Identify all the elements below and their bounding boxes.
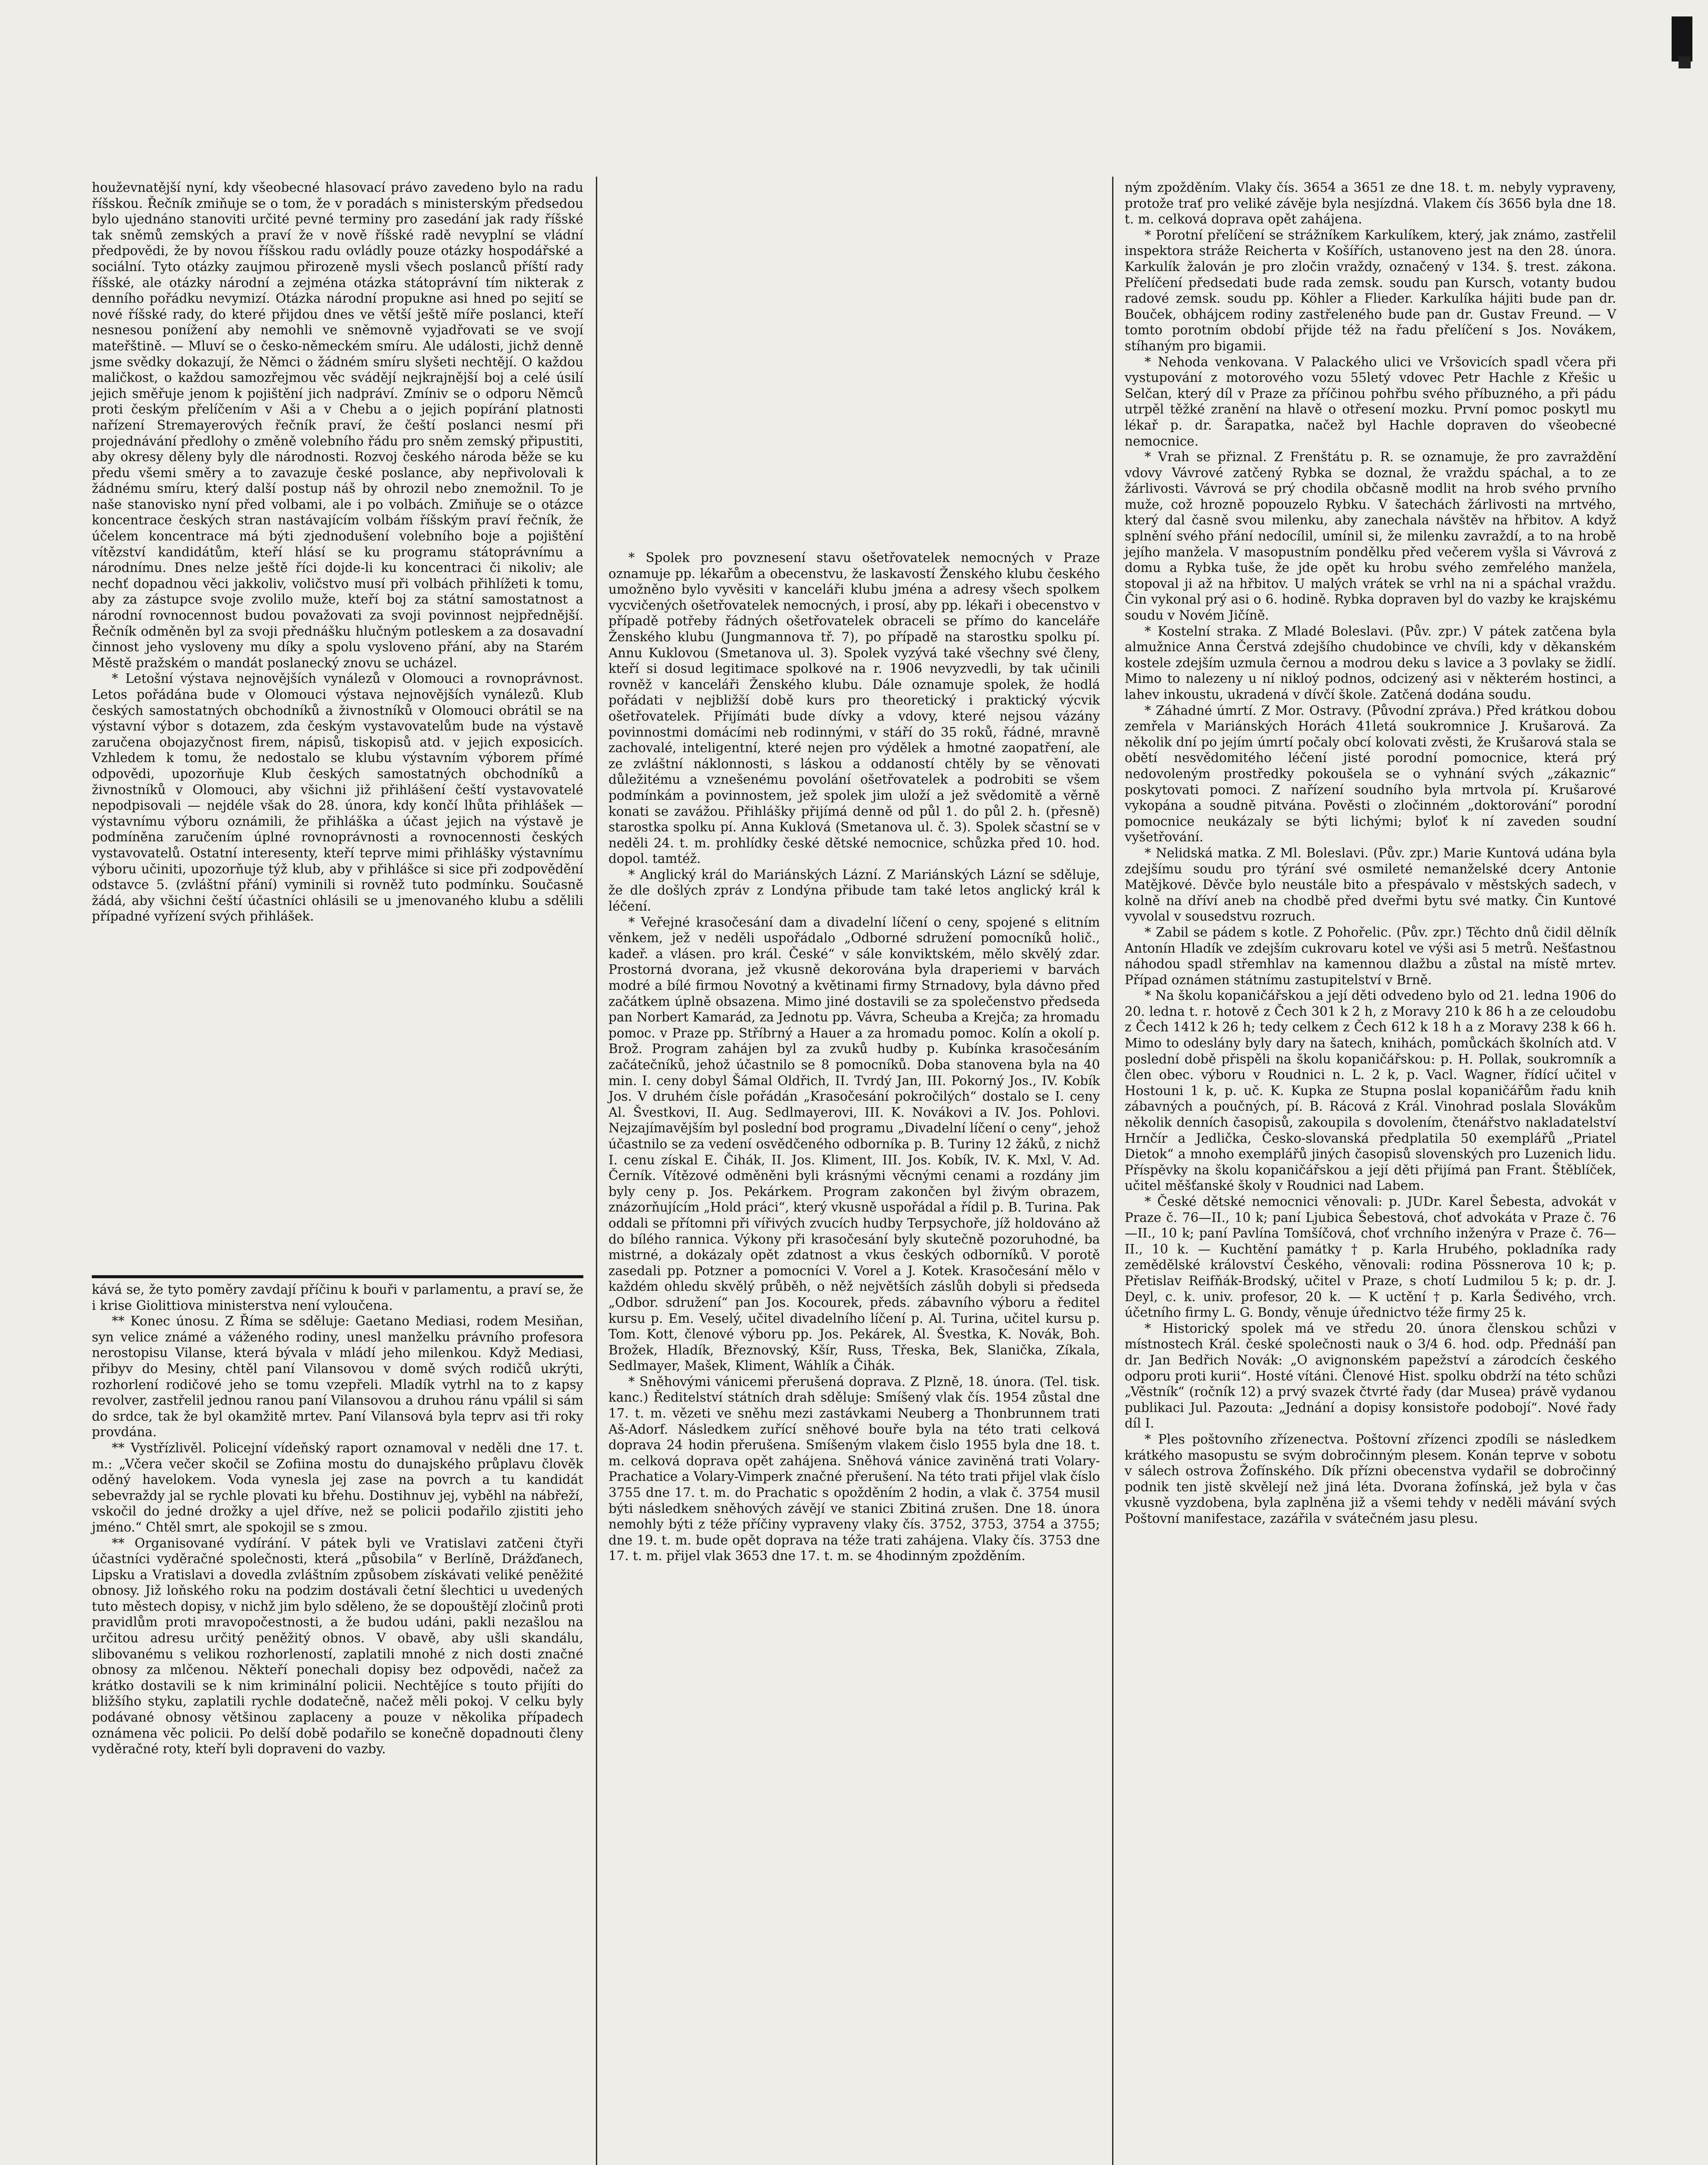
article-continuation-3: ným zpožděním. Vlaky čís. 3654 a 3651 ze dne 18. t. m. nebyly vypraveny, protože trať pro veliké závěje byla nesjízdná. Vlakem čís 3656 byla dne 18. t. m. celková doprava opět zahájena. [1125, 180, 1616, 227]
article-vrah: * Vrah se přiznal. Z Frenštátu p. R. se oznamuje, že pro zavraždění vdovy Vávrové zatčený Rybka se doznal, že vraždu spáchal, a to ze žárlivosti. Vávrová se prý chodila občasně modlit na hrob svého prvního muže, což hrozně popouzelo Rybku. V šatechách žárlivosti na mrtvého, který dal časně svou milenku, aby zanechala návštěv na hřbitov. A když splnění svého přání nedocílil, umínil si, že milenku zavraždí, a to na hrobě jejího manžela. V masopustním pondělku před večerem vyšla si Vávrová z domu a Rybka tuše, že jde opět ku hrobu svého zemřelého manžela, stopoval ji až na hřbitov. U malých vrátek se vrhl na ni a spáchal vraždu. Čin vykonal prý asi o 6. hodině. Rybka dopraven byl do vazby ke krajskému soudu v Novém Jičíně. [1125, 449, 1616, 623]
article-continuation-2: kává se, že tyto poměry zavdají příčinu k bouři v parlamentu, a praví se, že i krise Giolittiova ministerstva není vyloučena. [92, 1282, 583, 1313]
article-kostelni-straka: * Kostelní straka. Z Mladé Boleslavi. (Pův. zpr.) V pátek zatčena byla almužnice Anna Čerstvá zdejšího chudobince ve chvíli, kdy v děkanském kostele zdejším uzmula černou a modrou deku s lavice a 3 povlaky se židlí. Mimo to nalezeny u ní nikloý podnos, odcizený asi v některém hostinci, a lahev inkoustu, ukradená v dívčí škole. Zatčená dodána soudu. [1125, 624, 1616, 702]
article-na-skolu: * Na školu kopaničářskou a její děti odvedeno bylo od 21. ledna 1906 do 20. ledna t. r. hotově z Čech 301 k 2 h, z Moravy 210 k 86 h a ze celoudobu z Čech 1412 k 26 h; tedy celkem z Čech 612 k 18 h a z Moravy 238 k 66 h. Mimo to odeslány byly dary na šatech, knihách, pomůckách školních atd. V poslední době přispěli na školu kopaničářskou: p. H. Pollak, soukromník a člen obec. výboru v Roudnici n. L. 2 k, p. Vacl. Wagner, řídící učitel v Hostouni 1 k, p. uč. K. Kupka ze Stupna poslal kopaničářům řadu knih zábavných a poučných, pí. B. Rácová z Král. Vinohrad poslala Slovákům několik denních časopisů, zakoupila s dovolením, čtenářstvo nakladatelství Hrnčír a Jedlička, Česko-slovanská předplatila 50 exemplářů „Priatel Dietok“ a mnoho exemplářů jiných časopisů slovenských pro Luzenich lidu. Příspěvky na školu kopaničářskou a její děti přijímá pan Frant. Štěblíček, učitel měšťanské školy v Roudnici nad Labem. [1125, 988, 1616, 1193]
article-vystrizlivel: ** Vystřízlivěl. Policejní vídeňský raport oznamoval v neděli dne 17. t. m.: „Včera večer skočil se Zofiina mostu do dunajského průplavu člověk oděný havelokem. Voda vynesla jej zase na povrch a tu kandidát sebevraždy jal se rychle plovati ku břehu. Dostihnuv jej, vyběhl na nábřeží, vskočil do jedné drožky a ujel dříve, než se policii podařilo zjistiti jeho jméno.“ Chtěl smrt, ale spokojil se s zmou. [92, 1440, 583, 1535]
article-vystava: * Letošní výstava nejnovějších vynálezů v Olomouci a rovnoprávnost. Letos pořádána bude v Olomouci výstava nejnovějších vynálezů. Klub českých samostatných obchodníků a živnostníků v Olomouci obrátil se na výstavní výbor s dotazem, zda českým vystavovatelům bude na výstavě zaručena obojazyčnost firem, nápisů, tiskopisů atd. v jejich exposicích. Vzhledem k tomu, že nedostalo se klubu výstavním výborem přímé odpovědi, upozorňuje Klub českých samostatných obchodníků a živnostníků v Olomouci, aby všichni již přihlášení čeští vystavovatelé nepodpisovali — nejdéle však do 28. února, kdy končí lhůta přihlášek — výstavnímu výboru oznámili, že přihláška a účast jejich na výstavě je podmíněna zaručením úplné rovnoprávnosti a rovnocennosti českých vystavovatelů. Ostatní interesenty, kteří teprve mimi přihlášky výstavnímu výboru učiniti, upozorňuje týž klub, aby v přihlášce si sice při zodpovědění odstavce 5. (zvláštní přání) vyminili si rovněž tuto podmínku. Současně žádá, aby všichni čeští účastníci ohlásili se u jmenovaného klubu a sdělili případné vyřízení svých přihlášek. [92, 671, 583, 924]
article-ceske-detske: * České dětské nemocnici věnovali: p. JUDr. Karel Šebesta, advokát v Praze č. 76—II., 10 k; paní Ljubica Šebestová, choť advokáta v Praze č. 76—II., 10 k; paní Pavlína Tomšíčová, choť vrchního inženýra v Praze č. 76—II., 10 k. — Kuchtění památky † p. Karla Hrubého, pokladníka rady zemědělské království Českého, věnovali: rodina Pössnerova 10 k; p. Přetislav Reifňák-Brodský, učitel v Praze, s chotí Ludmilou 5 k; p. dr. J. Deyl, c. k. univ. profesor, 20 k. — K uctění † p. Karla Šedivého, vrch. účetního firmy L. G. Bondy, věnuje úřednictvo téže firmy 25 k. [1125, 1194, 1616, 1320]
article-historicky-spolek: * Historický spolek má ve středu 20. února členskou schůzi v místnostech Král. české společnosti nauk o 3/4 6. hod. odp. Přednáší pan dr. Jan Bedřich Novák: „O avignonském papežství a zárodcích českého odporu proti kurii“. Hosté vítáni. Členové Hist. spolku obdrží na této schůzi „Věstník“ (ročník 12) a prvý svazek čtvrté řady (dar Musea) právě vydanou publikaci Jul. Pazouta: „Jednání a dopisy konsistoře podobojí“. Nové řady díl I. [1125, 1321, 1616, 1431]
article-ples: * Ples poštovního zřízenectva. Poštovní zřízenci zpodíli se následkem krátkého masopustu se svým dobročinným plesem. Konán teprve v sobotu v sálech ostrova Žofínského. Dík přízni obecenstva vydařil se dobročinný podnik ten jistě skvělejí než jiná léta. Dvorana žofínská, jež byla v čas vkusně vyzdobena, byla zaplněna již a všemi tehdy v neděli mávání svých Poštovní manifestace, zazářila v svátečném jasu plesu. [1125, 1431, 1616, 1526]
article-nelidska-matka: * Nelidská matka. Z Ml. Boleslavi. (Pův. zpr.) Marie Kuntová udána byla zdejšímu soudu pro týrání své osmileté nemanželské dcery Antonie Matějkové. Děvče bylo neustále bito a přespávalo v městských sadech, v kolně na dříví aneb na chodbě před dveřmi bytu své matky. Čin Kuntové vyvolal v sousedstvu rozruch. [1125, 845, 1616, 924]
article-porotni: * Porotní přelíčení se strážníkem Karkulíkem, který, jak známo, zastřelil inspektora stráže Reicherta v Košířích, ustanoveno jest na den 28. února. Karkulík žalován je pro zločin vraždy, označený v 134. §. trest. zákona. Přelíčení předsedati bude rada zemsk. soudu pan Kursch, votanty budou radové zemsk. soudu pp. Köhler a Flieder. Karkulíka hájiti bude pan dr. Bouček, obhájcem rodiny zastřeleného bude pan dr. Gustav Freund. — V tomto porotním období přijde též na řadu přelíčení s Jos. Novákem, stíhaným pro bigamii. [1125, 227, 1616, 353]
column-rule-1 [596, 177, 597, 2165]
article-anglicky-kral: * Anglický král do Mariánských Lázní. Z Mariánských Lázní se sděluje, že dle došlých zpráv z Londýna přibude tam také letos anglický král k léčení. [608, 867, 1100, 914]
article-nehoda: * Nehoda venkovana. V Palackého ulici ve Vršovicích spadl včera při vystupování z motorového vozu 55letý vdovec Petr Hachle z Křešic u Selčan, který díl v Praze za příčinou pohřbu svého příbuzného, a při pádu utrpěl těžké zranění na hlavě o otřesení mozku. První pomoc poskytl mu lékař p. dr. Šarapatka, načež byl Hachle dopraven do všeobecné nemocnice. [1125, 354, 1616, 449]
section-divider [92, 1275, 583, 1278]
article-konec-unosu: ** Konec únosu. Z Říma se sděluje: Gaetano Mediasi, rodem Mesiňan, syn velice známé a váženého rodiny, unesl manželku právního profesora nerostopisu Vilanse, která bývala v mládí jeho milenkou. Když Mediasi, přibyv do Mesiny, chtěl paní Vilansovou v domě svých rodičů ukrýti, rozhorlení rodičové jeho se tomu vzepřeli. Mladík vytrhl na to z kapsy revolver, zastřelil jednou ranou paní Vilansovou a druhou ránu vpálil si sám do srdce, tak že byl okamžitě mrtev. Paní Vilansová byla teprv asi tři roky provdána. [92, 1314, 583, 1440]
article-spolek: * Spolek pro povznesení stavu ošetřovatelek nemocných v Praze oznamuje pp. lékařům a obecenstvu, že laskavostí Ženského klubu českého umožněno bylo vyvěsiti v kanceláři klubu jména a adresy všech spolkem vycvičených ošetřovatelek nemocných, i prosí, aby pp. lékaři i obecenstvo v případě potřeby řádných ošetřovatelek obraceli se přímo do kanceláře Ženského klubu (Jungmannova tř. 7), po případě na starostku spolku pí. Annu Kuklovou (Smetanova ul. 3). Spolek vyzývá také všechny své členy, kteří si dosud legitimace spolkové na r. 1906 nevyzvedli, by tak učinili rovněž v kanceláři Ženského klubu. Dále oznamuje spolek, že hodlá pořádati v nejbližší době kurs pro theoretický i praktický výcvik ošetřovatelek. Přijímáti bude dívky a vdovy, které nejsou vázány povinnostmi domácími neb rodinnými, v stáří do 35 roků, řádné, mravně zachovalé, inteligentní, které nejen pro výdělek a hmotné zaopatření, ale ze zvláštní náklonnosti, s láskou a oddaností chtěly by se věnovati důležitému a vznešenému povolání ošetřovatelek a podrobiti se všem podmínkám a povinnostem, jež spolek jim uloží a jež svědomitě a věrně konati se zavážou. Přihlášky přijímá denně od půl 1. do půl 2. h. (přesně) starostka spolku pí. Anna Kuklová (Smetanova ul. č. 3). Spolek sčastní se v neděli 24. t. m. prohlídky české dětské nemocnice, schůzka před 10. hod. dopol. tamtéž. [608, 550, 1100, 866]
column-3 [1125, 180, 1616, 1526]
article-continuation: houževnatější nyní, kdy všeobecné hlasovací právo zavedeno bylo na radu říšskou. Řečník zmiňuje se o tom, že v poradách s ministerským předsedou bylo ujednáno stanoviti určité pevné terminy pro zasedání jak rady říšské tak sněmů zemských a praví že v nově říšské radě nevyplní se vládní předpovědi, že by novou říšskou radu ovládly pouze otázky hospodářské a sociální. Tyto otázky zaujmou přirozeně mysli všech poslanců příští rady říšské, ale otázky národní a zejména otázka státoprávní tím nikterak z denního pořádku nevymizí. Otázka národní propukne asi hned po sejití se nové říšské rady, do které přijdou dnes ve větší ještě míře poslanci, kteří nesnesou ponížení aby nemohli ve sněmovně vyjadřovati se ve svojí mateřštině. — Mluví se o česko-německém smíru. Ale události, jichž denně jsme svědky dokazují, že Němci o žádném smíru slyšeti nechtějí. O každou maličkost, o každou samozřejmou věc svádějí nejkrajnější boj a celé úsilí jejich směřuje jenom k pojištění jich nadpráví. Zmíniv se o odporu Němců proti českým přelíčením v Aši a v Chebu a o jejich popírání platnosti nařízení Stremayerových řečník praví, že čeští poslanci nesmí při projednávání předlohy o změně volebního řádu pro sněm zemský připustiti, aby okresy děleny byly dle národnosti. Rozvoj českého národa běže se ku předu všemi směry a to zavazuje české poslance, aby nepřivolovali k žádnému smíru, který další postup náš by ohrozil nebo znemožnil. To je naše stanovisko nyní před volbami, ale i po volbách. Zmiňuje se o otázce koncentrace českých stran nastávajícím volbám říšským praví řečník, že účelem koncentrace má býti zjednodušení volebního boje a pojištění vítězství kandidátům, kteří hlásí se ku programu státoprávnímu a národnímu. Dnes nelze ještě říci dojde-li ku koncentraci či nikoliv; ale nechť dopadnou věci jakkoliv, voličstvo musí při volbách přihlížeti k tomu, aby za zástupce svoje zvolilo muže, kteří boj za státní samostatnost a národní rovnocennost budou považovati za svoji povinnost nejpřednější. Řečník odměněn byl za svoji přednášku hlučným potleskem a za dosavadní činnost jeho vysloveny mu díky a spolu vysloveno přání, aby na Starém Městě pražském o mandát poslanecký znovu se ucházel. [92, 180, 583, 670]
column-1-lower [92, 1282, 583, 1757]
column-2 [608, 550, 1100, 1564]
article-krasoceseni: * Veřejné krasočesání dam a divadelní líčení o ceny, spojené s elitním věnkem, jež v neděli uspořádalo „Odborné sdružení pomocníků holič., kadeř. a vlásen. pro král. České“ v sále konviktském, mělo skvělý zdar. Prostorná dvorana, jež vkusně dekorována byla draperiemi v barvách modré a bílé firmou Novotný a květinami firmy Strnadovy, byla dávno před začátkem úplně obsazena. Mimo jiné dostavili se za společenstvo předseda pan Norbert Kamarád, za Jednotu pp. Vávra, Scheuba a Krejča; za hromadu pomoc. v Praze pp. Stříbrný a Hauer a za hromadu pomoc. Kolín a okolí p. Brož. Program zahájen byl za zvuků hudby p. Kubínka krasočesáním začátečníků, jehož účastnilo se 8 pomocníků. Doba stanovena byla na 40 min. I. ceny dobyl Šámal Oldřich, II. Tvrdý Jan, III. Pokorný Jos., IV. Kobík Jos. V druhém čísle pořádán „Krasočesání pokročilých“ dostalo se I. ceny Al. Švestkovi, II. Aug. Sedlmayerovi, III. K. Novákovi a IV. Jos. Pohlovi. Nejzajímavějším byl poslední bod programu „Divadelní líčení o ceny“, jehož účastnilo se za vedení osvědčeného odborníka p. B. Turiny 12 žáků, z nichž I. cenu získal E. Čihák, II. Jos. Kliment, III. Jos. Kobík, IV. K. Mxl, V. Ad. Černík. Vítězové odměněni byli krásnými věcnými cenami a rozdány jim byly ceny p. Jos. Pekárkem. Program zakončen byl živým obrazem, znázorňujícím „Hold práci“, který vkusně uspořádal a řídil p. B. Turina. Pak oddali se přítomni při vířivých zvucích hudby Terpsychoře, jíž holdováno až do bílého rannica. Výkony při krasočesání byly skutečně pozoruhodné, ba mistrné, a dokázaly opět zdatnost a vkus českých odborníků. V porotě zasedali pp. Potzner a pomocníci V. Vorel a J. Kotek. Krasočesání mělo v každém ohledu skvělý průběh, o něž největších záslůh dobyli si předseda „Odbor. sdružení“ pan Jos. Kocourek, předs. zábavního výboru a ředitel kursu p. Em. Veselý, učitel divadelního líčení p. Al. Turina, učitel kursu p. Tom. Kott, členové výboru pp. Jos. Pekárek, Al. Švestka, K. Novák, Boh. Brožek, Hladík, Březnovský, Kšír, Russ, Třeska, Bek, Slanička, Zíkala, Sedlmayer, Mašek, Kliment, Wáhlík a Čihák. [608, 914, 1100, 1373]
column-1 [92, 180, 583, 924]
column-rule-2 [1112, 177, 1113, 2165]
article-zahadne-umrti: * Záhadné úmrtí. Z Mor. Ostravy. (Původní zpráva.) Před krátkou dobou zemřela v Mariánských Horách 41letá soukromnice J. Krušarová. Za několik dní po jejím úmrtí počaly obcí kolovati zvěsti, že Krušarová stala se obětí nesvědomitého léčení jisté porodní pomocnice, která prý nedovoleným prostředky pokoušela se o vyhnání svých „zákaznic“ poskytovati pomoci. Z nařízení soudního byla mrtvola pí. Krušarové vykopána a soudně pitvána. Pověsti o zločinném „doktorování“ porodní pomocnice neukázaly se býti lichými; byloť k ní zaveden soudní vyšetřování. [1125, 703, 1616, 845]
corner-mark [1672, 16, 1692, 61]
article-zabil-se: * Zabil se pádem s kotle. Z Pohořelic. (Pův. zpr.) Těchto dnů čidil dělník Antonín Hladík ve zdejším cukrovaru kotel ve výši asi 5 metrů. Nešťastnou náhodou spadl střemhlav na kamennou dlažbu a zůstal na místě mrtev. Případ oznámen státnímu zastupitelství v Brně. [1125, 924, 1616, 987]
corner-mark-small [1679, 56, 1691, 68]
article-snehove-vanice: * Sněhovými vánicemi přerušená doprava. Z Plzně, 18. února. (Tel. tisk. kanc.) Ředitelství státních drah sděluje: Smíšený vlak čís. 1954 zůstal dne 17. t. m. vězeti ve sněhu mezi zastávkami Neuberg a Thonbrunnem trati Aš-Adorf. Následkem zuřící sněhové bouře byla na této trati celková doprava 24 hodin přerušena. Smíšeným vlakem čislo 1955 byla dne 18. t. m. celková doprava opět zahájena. Sněhová vánice zaviněná trati Volary-Prachatice a Volary-Vimperk značné přerušení. Na této trati přijel vlak číslo 3755 dne 17. t. m. do Prachatic s opožděním 2 hodin, a vlak č. 3754 musil býti následkem sněhových závějí ve stanici Zbitiná zrušen. Dne 18. února nemohly býti z téže příčiny vypraveny vlaky čís. 3752, 3753, 3754 a 3755; dne 19. t. m. bude opět doprava na téže trati zahájena. Vlaky čís. 3753 dne 17. t. m. přijel vlak 3653 dne 17. t. m. se 4hodinným zpožděním. [608, 1374, 1100, 1564]
article-organisovane: ** Organisované vydírání. V pátek byli ve Vratislavi zatčeni čtyři účastníci vyděračné společnosti, která „působila“ v Berlíně, Drážďanech, Lipsku a Vratislavi a dovedla zvláštním způsobem získávati veliké peněžité obnosy. Již loňského roku na podzim dostávali četní šlechtici u uvedených tuto městech dopisy, v nichž jim bylo sděleno, že se dopouštějí zločinů proti pravidlům proti mravopočestnosti, a že budou udáni, pakli nezašlou na určitou adresu určitý peněžitý obnos. V obavě, aby ušli skandálu, slibovanému s velikou rozhorleností, zaplatili mnohé z nich dosti značné obnosy za mlčenou. Někteří ponechali dopisy bez odpovědi, načež za krátko dostavili se k nim kriminální policii. Nechtějíce s touto přijíti do bližšího styku, zaplatili rychle dodatečně, načež měli pokoj. V celku byly podávané obnosy většinou zaplaceny a pouze v několika případech oznámena věc policii. Po delší době podařilo se konečně dopadnouti členy vyděračné roty, kteří byli dopraveni do vazby. [92, 1535, 583, 1757]
